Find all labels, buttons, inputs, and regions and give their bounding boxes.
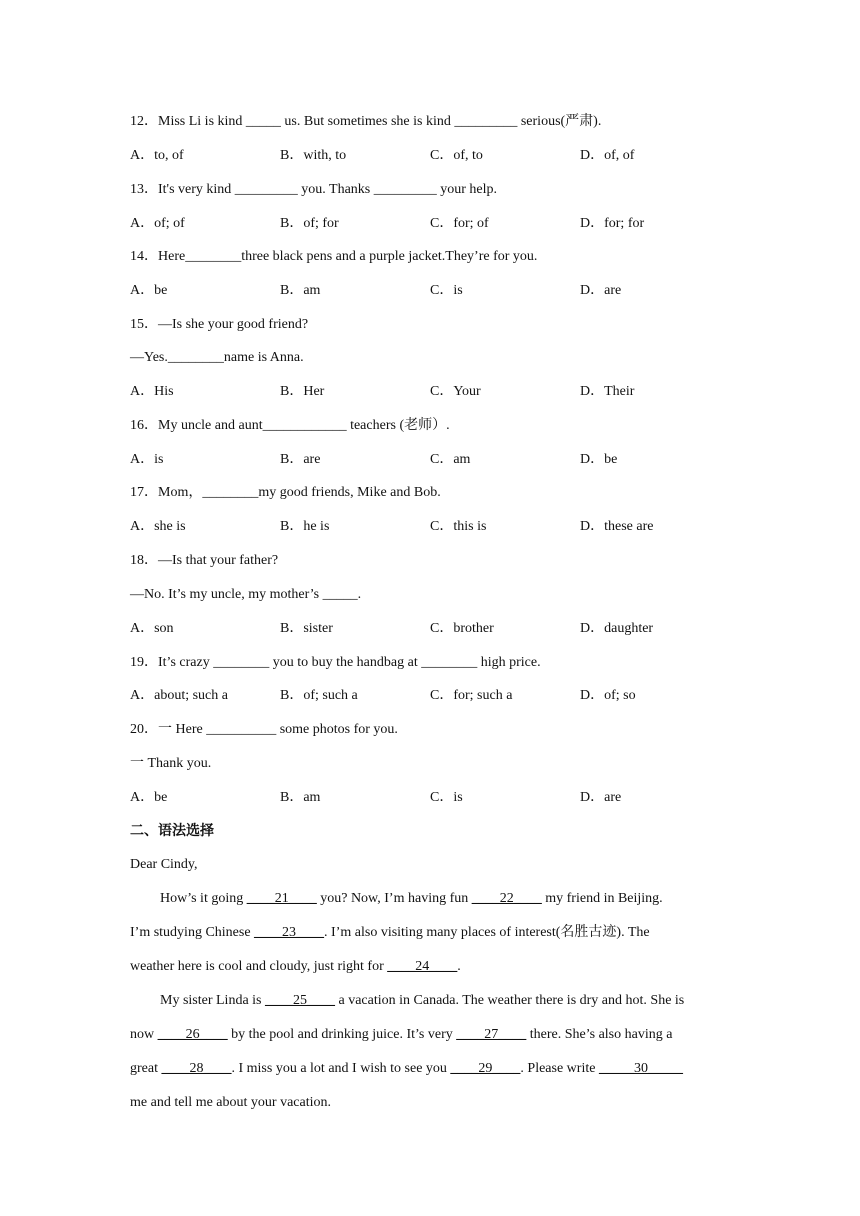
- question-16-stem: 16．My uncle and aunt____________ teachers (老师）.: [130, 418, 450, 433]
- option-d[interactable]: D．of; so: [580, 688, 636, 703]
- option-d[interactable]: D．be: [580, 452, 618, 467]
- option-a[interactable]: A．of; of: [130, 216, 185, 231]
- question-20-stem-line-2: 一 Thank you.: [130, 756, 212, 771]
- blank-29[interactable]: ____29____: [450, 1061, 521, 1076]
- option-c[interactable]: C．brother: [430, 621, 494, 636]
- letter-text: .: [457, 959, 461, 974]
- letter-text: weather here is cool and cloudy, just right for: [130, 959, 388, 974]
- option-a[interactable]: A．His: [130, 384, 174, 399]
- blank-21[interactable]: ____21____: [246, 891, 317, 906]
- option-d[interactable]: D．are: [580, 283, 622, 298]
- letter-text: . I’m also visiting many places of interest(名胜古迹). The: [324, 925, 650, 940]
- question-20-stem: 20．一 Here __________ some photos for you.: [130, 722, 398, 737]
- question-18-options: [130, 620, 750, 638]
- option-a[interactable]: A．about; such a: [130, 688, 228, 703]
- question-17-stem: 17．Mom，________my good friends, Mike and Bob.: [130, 485, 441, 500]
- blank-27[interactable]: ____27____: [456, 1027, 527, 1042]
- letter-paragraph-1-line-1: [160, 890, 663, 908]
- letter-text: great: [130, 1061, 162, 1076]
- option-b[interactable]: B．Her: [280, 384, 325, 399]
- letter-text: by the pool and drinking juice. It’s very: [227, 1027, 457, 1042]
- letter-text: . I miss you a lot and I wish to see you: [231, 1061, 451, 1076]
- option-d[interactable]: D．Their: [580, 384, 635, 399]
- question-13-stem: 13．It's very kind _________ you. Thanks _________ your help.: [130, 182, 498, 197]
- letter-text: now: [130, 1027, 158, 1042]
- question-12-stem: 12．Miss Li is kind _____ us. But sometimes she is kind _________ serious(严肃).: [130, 114, 602, 129]
- question-17-options: [130, 518, 750, 536]
- letter-text: . Please write: [520, 1061, 599, 1076]
- option-b[interactable]: B．with, to: [280, 148, 347, 163]
- option-a[interactable]: A．she is: [130, 519, 186, 534]
- option-a[interactable]: A．is: [130, 452, 164, 467]
- letter-paragraph-1-line-3: [130, 958, 461, 976]
- option-c[interactable]: C．for; such a: [430, 688, 513, 703]
- option-b[interactable]: B．of; such a: [280, 688, 358, 703]
- option-c[interactable]: C．am: [430, 452, 471, 467]
- option-b[interactable]: B．he is: [280, 519, 330, 534]
- letter-paragraph-2-line-1: [160, 992, 684, 1010]
- letter-text: a vacation in Canada. The weather there is dry and hot. She is: [335, 993, 685, 1008]
- section-title: 二、语法选择: [130, 823, 214, 839]
- letter-paragraph-1-line-2: [130, 924, 650, 942]
- question-14-stem: 14．Here________three black pens and a purple jacket.They’re for you.: [130, 249, 538, 264]
- option-c[interactable]: C．Your: [430, 384, 481, 399]
- question-12-options: [130, 147, 750, 165]
- letter-text: my friend in Beijing.: [541, 891, 663, 906]
- option-b[interactable]: B．am: [280, 790, 321, 805]
- option-c[interactable]: C．is: [430, 283, 463, 298]
- question-16-options: [130, 451, 750, 469]
- letter-paragraph-2-line-4: me and tell me about your vacation.: [130, 1095, 331, 1110]
- option-c[interactable]: C．of, to: [430, 148, 483, 163]
- question-18-stem: 18．—Is that your father?: [130, 553, 279, 568]
- letter-text: you? Now, I’m having fun: [316, 891, 472, 906]
- letter-text: My sister Linda is: [160, 993, 265, 1008]
- option-a[interactable]: A．be: [130, 283, 168, 298]
- letter-text: there. She’s also having a: [526, 1027, 673, 1042]
- letter-text: I’m studying Chinese: [130, 925, 255, 940]
- option-d[interactable]: D．daughter: [580, 621, 654, 636]
- letter-paragraph-2-line-3: [130, 1060, 683, 1078]
- option-d[interactable]: D．these are: [580, 519, 654, 534]
- option-d[interactable]: D．of, of: [580, 148, 635, 163]
- question-15-stem-line-2: —Yes.________name is Anna.: [130, 350, 304, 365]
- option-a[interactable]: A．be: [130, 790, 168, 805]
- blank-26[interactable]: ____26____: [157, 1027, 228, 1042]
- option-b[interactable]: B．of; for: [280, 216, 339, 231]
- question-20-options: [130, 789, 750, 807]
- blank-22[interactable]: ____22____: [471, 891, 542, 906]
- option-b[interactable]: B．sister: [280, 621, 333, 636]
- question-18-stem-line-2: —No. It’s my uncle, my mother’s _____.: [130, 587, 362, 602]
- question-15-stem: 15．—Is she your good friend?: [130, 317, 309, 332]
- option-d[interactable]: D．are: [580, 790, 622, 805]
- question-15-options: [130, 383, 750, 401]
- question-13-options: [130, 215, 750, 233]
- blank-28[interactable]: ____28____: [161, 1061, 232, 1076]
- option-c[interactable]: C．for; of: [430, 216, 489, 231]
- option-d[interactable]: D．for; for: [580, 216, 645, 231]
- letter-paragraph-2-line-2: [130, 1026, 672, 1044]
- letter-text: How’s it going: [160, 891, 247, 906]
- question-14-options: [130, 282, 750, 300]
- option-a[interactable]: A．to, of: [130, 148, 184, 163]
- blank-24[interactable]: ____24____: [387, 959, 458, 974]
- question-19-options: [130, 687, 750, 705]
- question-19-stem: 19．It’s crazy ________ you to buy the handbag at ________ high price.: [130, 655, 541, 670]
- option-b[interactable]: B．are: [280, 452, 321, 467]
- blank-23[interactable]: ____23____: [254, 925, 325, 940]
- letter-greeting: Dear Cindy,: [130, 857, 198, 872]
- option-a[interactable]: A．son: [130, 621, 174, 636]
- blank-30[interactable]: _____30_____: [598, 1061, 683, 1076]
- option-c[interactable]: C．this is: [430, 519, 487, 534]
- option-c[interactable]: C．is: [430, 790, 463, 805]
- blank-25[interactable]: ____25____: [265, 993, 335, 1008]
- option-b[interactable]: B．am: [280, 283, 321, 298]
